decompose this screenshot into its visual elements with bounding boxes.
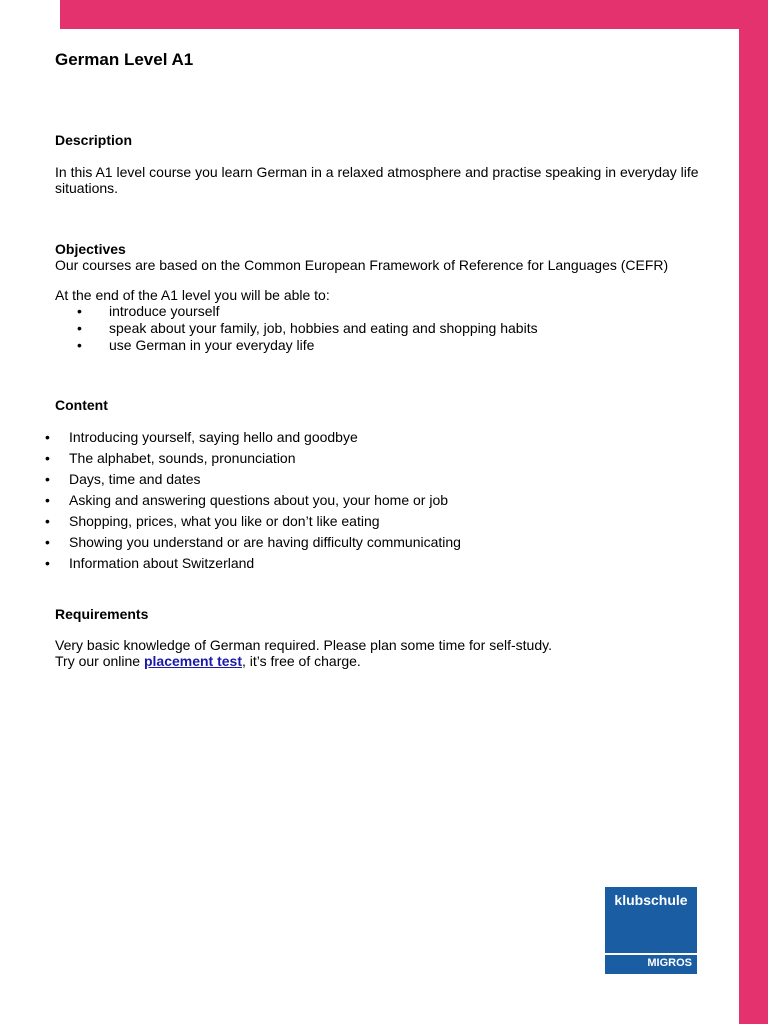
list-item: • Information about Switzerland — [55, 555, 461, 576]
klubschule-logo — [605, 887, 697, 974]
list-item: • introduce yourself — [55, 303, 538, 320]
requirements-text: Very basic knowledge of German required. Please plan some time for self-study. — [55, 637, 552, 653]
content-heading: Content — [55, 397, 108, 413]
logo-subtitle: MIGROS — [647, 957, 692, 969]
objectives-heading: Objectives — [55, 241, 126, 257]
objectives-lead: At the end of the A1 level you will be able to: — [55, 287, 330, 303]
logo-divider — [605, 953, 697, 955]
placement-suffix: , it’s free of charge. — [242, 653, 361, 669]
description-heading: Description — [55, 132, 133, 148]
list-item: • use German in your everyday life — [55, 337, 538, 354]
content-list — [55, 429, 461, 576]
placement-test-link[interactable]: placement test — [143, 653, 243, 669]
list-item: • Introducing yourself, saying hello and goodbye — [55, 429, 461, 450]
list-item: • speak about your family, job, hobbies and eating and shopping habits — [55, 320, 538, 337]
top-accent-bar — [60, 0, 768, 29]
placement-prefix: Try our online — [55, 653, 144, 669]
list-item: • Showing you understand or are having difficulty communicating — [55, 534, 461, 555]
list-item: • Days, time and dates — [55, 471, 461, 492]
logo-name: klubschule — [614, 892, 688, 908]
objectives-list — [55, 303, 538, 354]
placement-test-line — [55, 653, 361, 669]
list-item: • Asking and answering questions about you, your home or job — [55, 492, 461, 513]
list-item: • Shopping, prices, what you like or don’t like eating — [55, 513, 461, 534]
page-title: German Level A1 — [55, 50, 194, 69]
requirements-heading: Requirements — [55, 606, 149, 622]
right-accent-bar — [739, 0, 768, 1024]
description-text: In this A1 level course you learn German in a relaxed atmosphere and practise speaking in everyday life situations. — [55, 164, 699, 196]
list-item: • The alphabet, sounds, pronunciation — [55, 450, 461, 471]
objectives-intro: Our courses are based on the Common European Framework of Reference for Languages (CEFR) — [55, 257, 669, 273]
